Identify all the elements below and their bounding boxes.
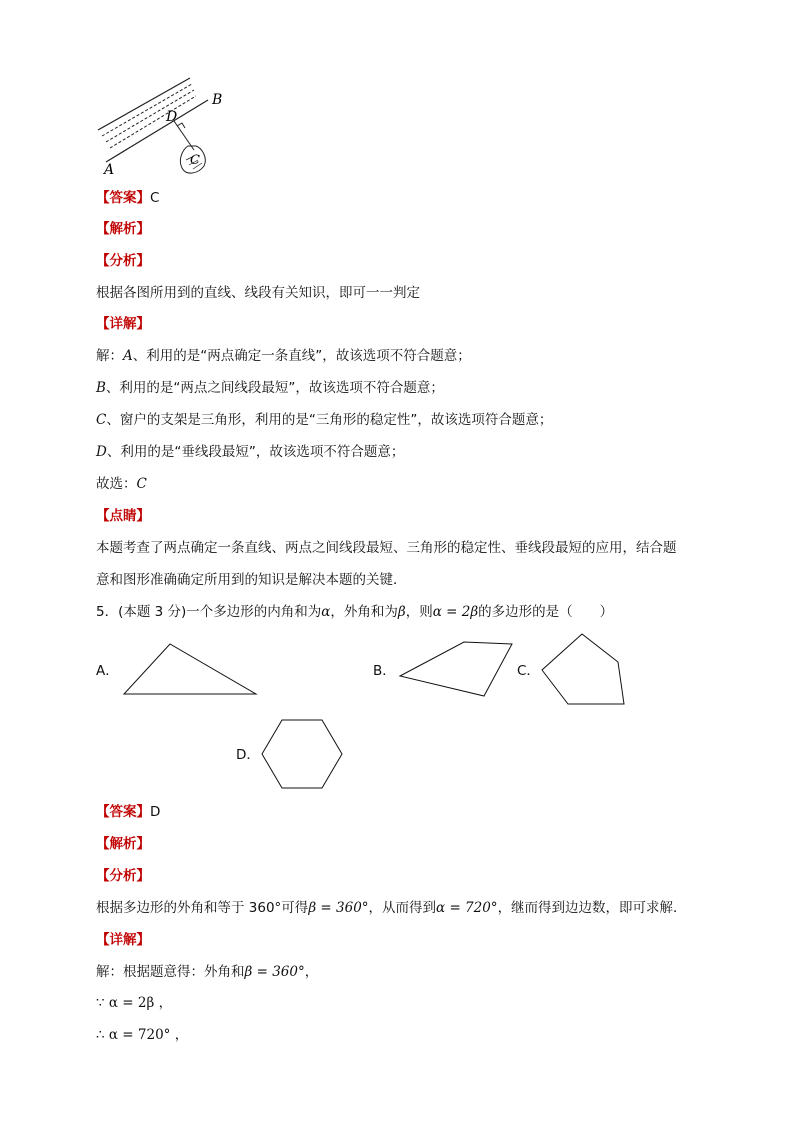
q5-alpha: α <box>321 604 331 620</box>
xiangjie-tag: 【详解】 <box>96 932 150 948</box>
fenxi-text-1: 根据各图所用到的直线、线段有关知识，即可一一判定 <box>96 285 420 301</box>
xiangjie-c <box>96 410 552 430</box>
xj2-pre: 解：根据题意得：外角和 <box>96 964 245 980</box>
xiangjie2-text-3: ∴ α = 720° ， <box>96 1027 189 1043</box>
jiexi-line-2 <box>96 834 150 854</box>
q5-cond: α = 2β <box>432 604 479 620</box>
answer-tag: 【答案】 <box>96 190 150 206</box>
xiangjie-d <box>96 442 404 462</box>
text-c: 、窗户的支架是三角形，利用的是“三角形的稳定性”，故该选项符合题意； <box>106 412 553 428</box>
answer-line-1 <box>96 188 159 208</box>
question-5 <box>96 602 613 622</box>
fenxi2-eq2: α = 720° <box>436 900 498 916</box>
text-a: 、利用的是“两点确定一条直线”，故该选项不符合题意； <box>132 348 471 364</box>
select-var: C <box>136 476 147 492</box>
text-d: 、利用的是“垂线段最短”，故该选项不符合题意； <box>106 444 405 460</box>
text-b: 、利用的是“两点之间线段最短”，故该选项不符合题意； <box>105 380 444 396</box>
answer-line-2 <box>96 802 160 822</box>
xiangjie-b <box>96 378 444 398</box>
jiexi-tag: 【解析】 <box>96 221 150 237</box>
var-c: C <box>96 412 107 428</box>
xj2-post: ， <box>304 964 319 980</box>
hexagon-figure <box>260 716 344 792</box>
label-b: B <box>212 92 223 108</box>
q5-post: 的多边形的是（ ） <box>478 604 614 620</box>
var-a: A <box>123 348 133 364</box>
xiangjie-tag: 【详解】 <box>96 316 150 332</box>
jiexi-tag: 【解析】 <box>96 836 150 852</box>
answer-value: C <box>150 190 160 206</box>
select-prefix: 故选： <box>96 476 137 492</box>
xiangjie2-text-1 <box>96 962 318 982</box>
dianjing-line-1 <box>96 506 150 526</box>
fenxi-tag: 【分析】 <box>96 868 150 884</box>
option-d-label: D． <box>236 747 260 763</box>
xiangjie-line-1 <box>96 314 150 334</box>
xiangjie2-text-2: ∵ α = 2β ， <box>96 995 173 1011</box>
window-support-figure <box>90 70 240 190</box>
jiexi-line-1 <box>96 219 150 239</box>
dianjing-tag: 【点睛】 <box>96 508 150 524</box>
answer-tag: 【答案】 <box>96 804 150 820</box>
q5-mid: ，外角和为 <box>330 604 398 620</box>
text-prefix: 解： <box>96 348 123 364</box>
triangle-figure <box>120 640 260 700</box>
fenxi2-eq1: β = 360° <box>308 900 369 916</box>
q5-beta: β <box>397 604 406 620</box>
fenxi2-pre: 根据多边形的外角和等于 360°可得 <box>96 900 309 916</box>
label-a: A <box>104 162 115 178</box>
pentagon-figure <box>538 632 632 708</box>
option-b-label: B． <box>373 663 396 679</box>
xiangjie-line-2 <box>96 930 150 950</box>
dianjing-text-1: 本题考查了两点确定一条直线、两点之间线段最短、三角形的稳定性、垂线段最短的应用，结合题 <box>96 540 677 556</box>
fenxi-line-2 <box>96 866 150 886</box>
fenxi2-post: ，继而得到边边数，即可求解． <box>497 900 687 916</box>
answer-value: D <box>150 804 161 820</box>
fenxi-tag: 【分析】 <box>96 253 150 269</box>
label-d: D <box>166 109 178 125</box>
quadrilateral-figure <box>396 638 516 700</box>
fenxi2-mid: ，从而得到 <box>368 900 437 916</box>
option-c-label: C． <box>517 663 540 679</box>
q5-pre: 5．(本题 3 分)一个多边形的内角和为 <box>96 604 322 620</box>
label-c: C <box>190 153 200 168</box>
var-b: B <box>96 380 106 396</box>
fenxi-text-2 <box>96 898 687 918</box>
fenxi-line-1 <box>96 251 150 271</box>
xj2-eq: β = 360° <box>244 964 305 980</box>
dianjing-text-2: 意和图形准确确定所用到的知识是解决本题的关键． <box>96 572 407 588</box>
q5-mid2: ，则 <box>405 604 433 620</box>
option-a-label: A． <box>96 663 119 679</box>
var-d: D <box>96 444 107 460</box>
xiangjie-select <box>96 474 147 494</box>
xiangjie-a <box>96 346 471 366</box>
